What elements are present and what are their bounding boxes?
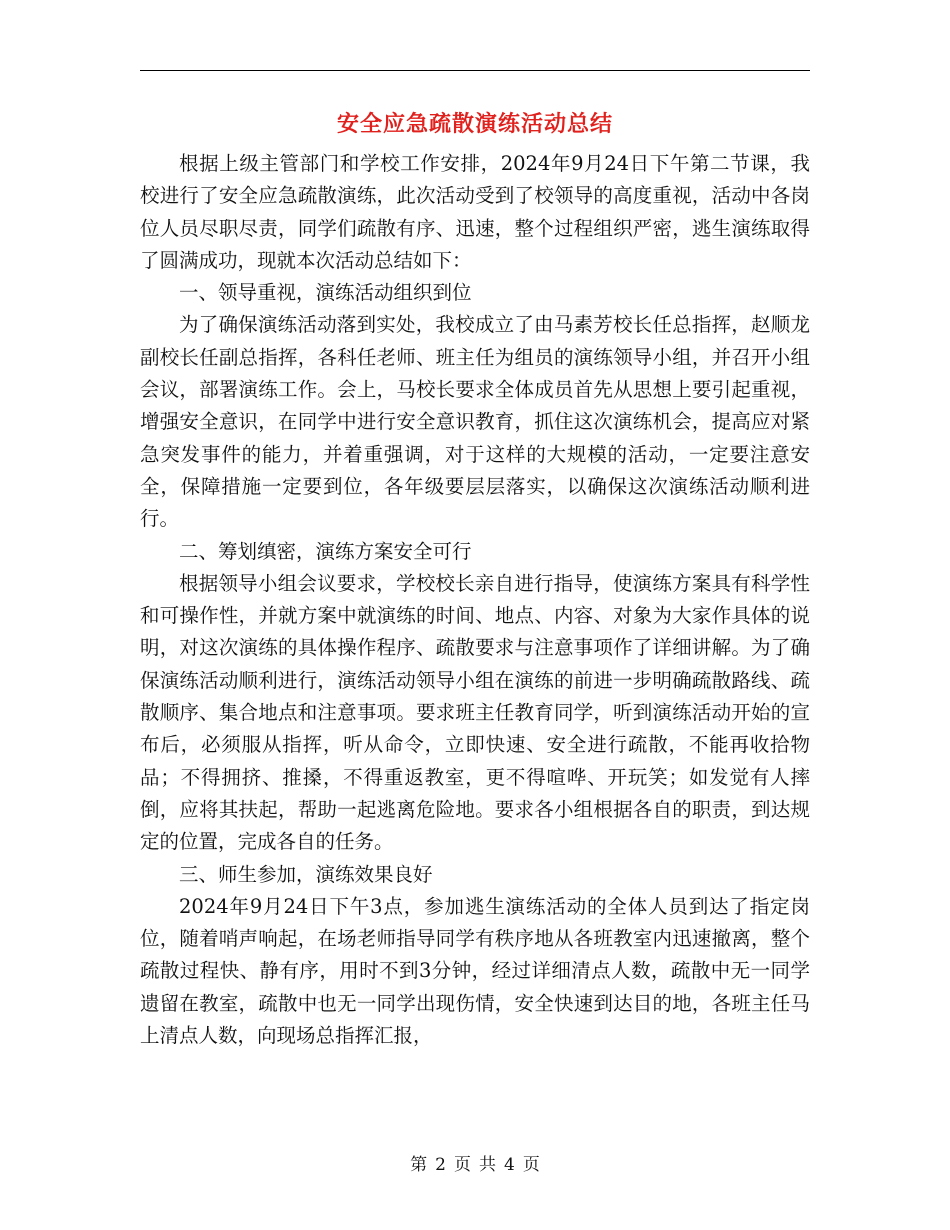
paragraph-section-3: 2024年9月24日下午3点，参加逃生演练活动的全体人员到达了指定岗位，随着哨声响起，在场老师指导同学有秩序地从各班教室内迅速撤离，整个疏散过程快、静有序，用时不到3分钟，经过详细清点人数，疏散中无一同学遗留在教室，疏散中也无一同学出现伤情，安全快速到达目的地，各班主任马上清点人数，向现场总指挥汇报，	[140, 894, 810, 1048]
paragraph-intro: 根据上级主管部门和学校工作安排，2024年9月24日下午第二节课，我校进行了安全应急疏散演练，此次活动受到了校领导的高度重视，活动中各岗位人员尽职尽责，同学们疏散有序、迅速，整个过程组织严密，逃生演练取得了圆满成功，现就本次活动总结如下：	[140, 152, 810, 272]
footer-mid: 页	[454, 1155, 471, 1175]
footer-suffix: 页	[522, 1155, 540, 1175]
document-body	[140, 148, 810, 1052]
document-title: 安全应急疏散演练活动总结	[336, 111, 613, 137]
section-heading-1: 一、领导重视，演练活动组织到位	[179, 281, 472, 305]
paragraph-section-2: 根据领导小组会议要求，学校校长亲自进行指导，使演练方案具有科学性和可操作性，并就方案中就演练的时间、地点、内容、对象为大家作具体的说明，对这次演练的具体操作程序、疏散要求与注意事项作了详细讲解。为了确保演练活动顺利进行，演练活动领导小组在演练的前进一步明确疏散路线、疏散顺序、集合地点和注意事项。要求班主任教育同学，听到演练活动开始的宣布后，必须服从指挥，听从命令，立即快速、安全进行疏散，不能再收拾物品；不得拥挤、推搡，不得重返教室，更不得喧哗、开玩笑；如发觉有人摔倒，应将其扶起，帮助一起逃离危险地。要求各小组根据各自的职责，到达规定的位置，完成各自的任务。	[140, 571, 810, 854]
page-footer	[140, 1153, 810, 1177]
footer-total-prefix: 共	[479, 1155, 496, 1175]
section-heading-3: 三、师生参加，演练效果良好	[179, 862, 433, 886]
paragraph-section-1: 为了确保演练活动落到实处，我校成立了由马素芳校长任总指挥，赵顺龙副校长任副总指挥，各科任老师、班主任为组员的演练领导小组，并召开小组会议，部署演练工作。会上，马校长要求全体成员首先从思想上要引起重视，增强安全意识，在同学中进行安全意识教育，抓住这次演练机会，提高应对紧急突发事件的能力，并着重强调，对于这样的大规模的活动，一定要注意安全，保障措施一定要到位，各年级要层层落实，以确保这次演练活动顺利进行。	[140, 313, 810, 531]
footer-prefix: 第	[410, 1155, 428, 1175]
section-heading-2: 二、筹划缜密，演练方案安全可行	[179, 539, 472, 563]
footer-page-number: 2	[435, 1155, 446, 1175]
footer-page-total: 4	[504, 1155, 515, 1175]
header-rule	[140, 70, 810, 71]
